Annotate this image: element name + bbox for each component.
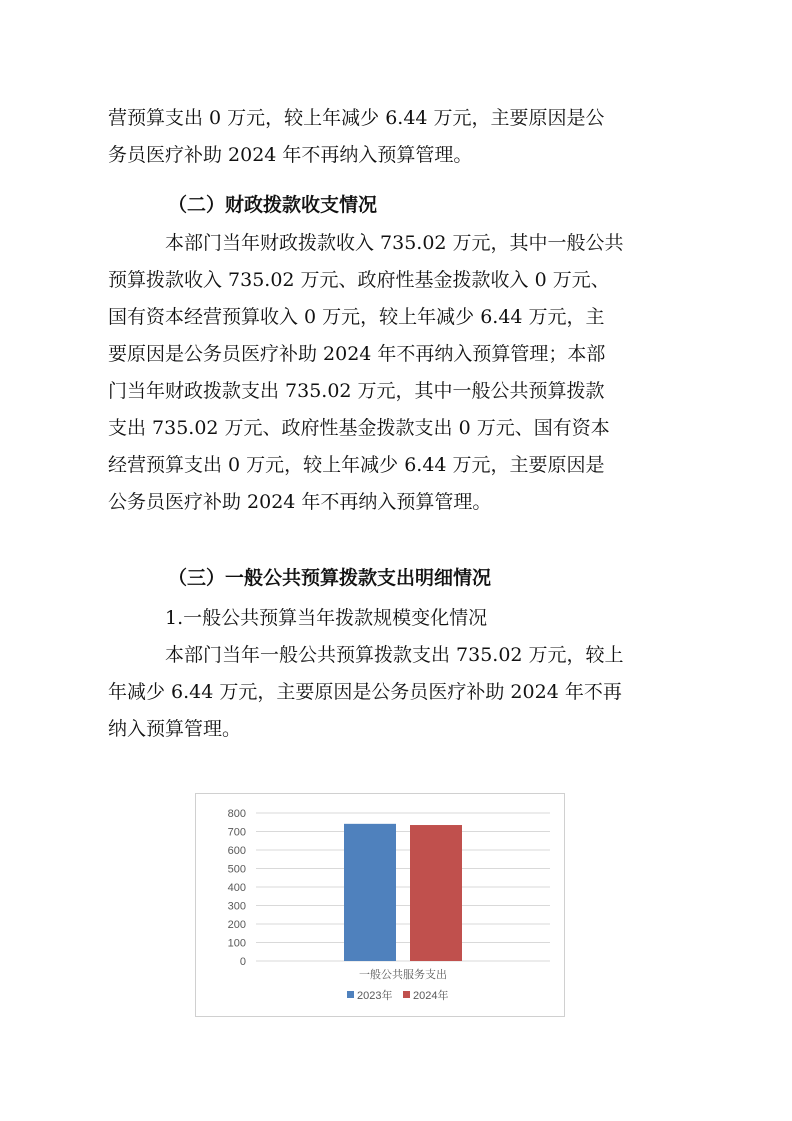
y-tick-label: 100 — [227, 937, 246, 950]
section-heading-3: （三）一般公共预算拨款支出明细情况 — [168, 567, 492, 589]
y-tick-label: 300 — [227, 900, 246, 913]
y-tick-label: 700 — [227, 826, 246, 839]
paragraph-2-line: 本部门当年财政拨款收入 735.02 万元，其中一般公共 — [165, 232, 624, 254]
legend-label: 2024年 — [413, 990, 449, 1002]
bar-chart-svg — [196, 794, 564, 1016]
bar-2023年 — [344, 824, 396, 961]
paragraph-2-line: 预算拨款收入 735.02 万元、政府性基金拨款收入 0 万元、 — [108, 269, 610, 291]
legend-label: 2023年 — [357, 990, 393, 1002]
y-tick-label: 500 — [227, 863, 246, 876]
paragraph-2-line: 要原因是公务员医疗补助 2024 年不再纳入预算管理；本部 — [108, 343, 606, 365]
y-tick-label: 200 — [227, 919, 246, 931]
y-tick-label: 0 — [239, 956, 246, 968]
paragraph-2-line: 国有资本经营预算收入 0 万元，较上年减少 6.44 万元，主 — [108, 306, 605, 328]
section-heading-2: （二）财政拨款收支情况 — [168, 194, 378, 216]
paragraph-2-line: 支出 735.02 万元、政府性基金拨款支出 0 万元、国有资本 — [108, 417, 610, 439]
paragraph-3-line: 本部门当年一般公共预算拨款支出 735.02 万元，较上 — [165, 644, 624, 666]
paragraph-3-line: 纳入预算管理。 — [108, 718, 242, 740]
y-tick-label: 800 — [227, 808, 246, 820]
paragraph-1 — [108, 100, 683, 174]
y-tick-label: 400 — [227, 882, 246, 894]
legend-swatch — [347, 991, 354, 998]
paragraph-2-line: 经营预算支出 0 万元，较上年减少 6.44 万元，主要原因是 — [108, 454, 605, 476]
paragraph-1-line: 务员医疗补助 2024 年不再纳入预算管理。 — [108, 144, 473, 166]
subheading-1 — [108, 600, 683, 637]
paragraph-2 — [108, 225, 683, 521]
x-category-label: 一般公共服务支出 — [359, 969, 447, 981]
bar-2024年 — [410, 825, 462, 961]
paragraph-2-line: 公务员医疗补助 2024 年不再纳入预算管理。 — [108, 491, 492, 513]
subheading-1-text: 1.一般公共预算当年拨款规模变化情况 — [165, 607, 488, 629]
legend-swatch — [403, 991, 410, 998]
y-tick-label: 600 — [227, 845, 246, 857]
paragraph-1-line: 营预算支出 0 万元，较上年减少 6.44 万元，主要原因是公 — [108, 107, 605, 129]
paragraph-3 — [108, 637, 683, 748]
paragraph-2-line: 门当年财政拨款支出 735.02 万元，其中一般公共预算拨款 — [108, 380, 605, 402]
bar-chart — [195, 793, 565, 1017]
paragraph-3-line: 年减少 6.44 万元，主要原因是公务员医疗补助 2024 年不再 — [108, 681, 622, 703]
